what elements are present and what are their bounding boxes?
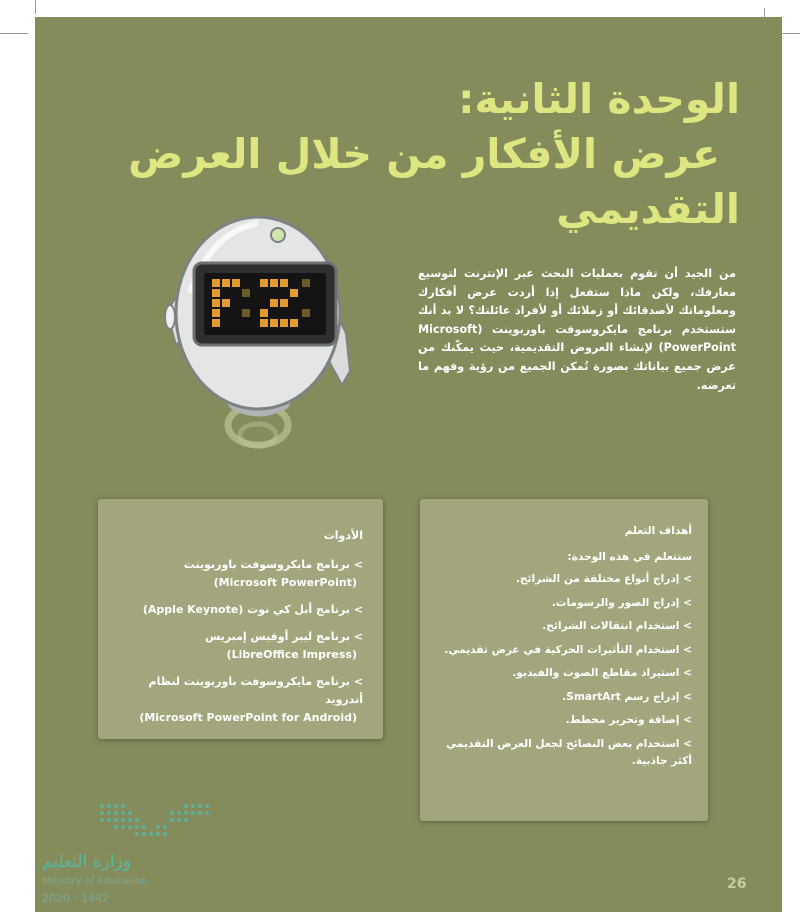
unit-title-line-1: الوحدة الثانية:	[458, 75, 740, 123]
logo-year: 2020 - 1442	[42, 892, 109, 905]
goal-item: > إضافة وتحرير مخطط.	[565, 714, 692, 726]
logo-dot-pattern-icon	[98, 800, 214, 842]
unit-title-line-2: عرض الأفكار من خلال العرض	[128, 130, 720, 178]
tool-item-english-name: (Microsoft PowerPoint for Android)	[139, 711, 357, 724]
unit-title-line-3: التقديمي	[556, 185, 740, 233]
goal-item: > إدراج رسم SmartArt.	[562, 690, 692, 703]
tool-item	[112, 628, 363, 664]
page-number: 26	[727, 876, 747, 892]
goal-item: > إدراج أنواع مختلفة من الشرائح.	[515, 573, 692, 585]
robot-mascot-illustration	[160, 213, 360, 463]
goal-item: > استخدام التأثيرات الحركية في عرض تقديمي.	[444, 643, 692, 656]
goal-item: > استيراد مقاطع الصوت والفيديو.	[512, 667, 692, 679]
tool-item-name: > برنامج ليبر أوفيس إمبريس	[205, 630, 363, 643]
tools-card	[98, 499, 383, 739]
tool-item-name: > برنامج أبل كي نوت (Apple Keynote)	[142, 603, 363, 616]
learning-goals-intro: ستتعلم في هذه الوحدة:	[567, 551, 692, 563]
tool-item-english-name: (LibreOffice Impress)	[226, 648, 357, 661]
goal-item: > استخدام انتقالات الشرائح.	[542, 620, 692, 632]
crop-mark	[35, 0, 36, 14]
goal-item: > إدراج الصور والرسومات.	[551, 596, 692, 609]
ministry-of-education-logo	[42, 800, 182, 910]
tool-item-name: > برنامج مايكروسوفت باوربوينت لنظام أندرويد	[148, 675, 363, 706]
learning-goals-list	[430, 571, 692, 770]
tool-item	[112, 601, 363, 619]
crop-mark	[0, 33, 28, 34]
tool-item	[112, 673, 363, 727]
tool-item-name: > برنامج مايكروسوفت باوربوينت	[183, 558, 363, 571]
learning-goals-title: أهداف التعلم	[624, 525, 692, 537]
tool-item	[112, 556, 363, 592]
logo-english-text: Ministry of Education	[42, 876, 148, 887]
intro-paragraph: من الجيد أن تقوم بعمليات البحث عبر الإنترنت لتوسيع معارفك، ولكن ماذا ستفعل إذا أردت عرض أفكارك ومعلوماتك لأصدقائك أو زملائك أو لأفراد عائلتك؟ لا بد أنك ستستخدم برنامج مايكروسوفت باوربوينت (Microsoft PowerPoint) لإنشاء العروض التقديمية، حيث يمكّنك من عرض جميع بياناتك بصورة تُمكن الجميع من رؤية وفهم ما تعرضه.	[418, 267, 736, 392]
logo-arabic-text: وزارة التعليم	[42, 852, 131, 872]
tool-item-english-name: (Microsoft PowerPoint)	[213, 576, 357, 589]
tools-title: الأدوات	[323, 529, 363, 542]
tools-list	[112, 556, 363, 727]
goal-item: > استخدام بعض النصائح لجعل العرض التقديمي أكثر جاذبية.	[446, 737, 692, 767]
learning-goals-card	[420, 499, 708, 821]
